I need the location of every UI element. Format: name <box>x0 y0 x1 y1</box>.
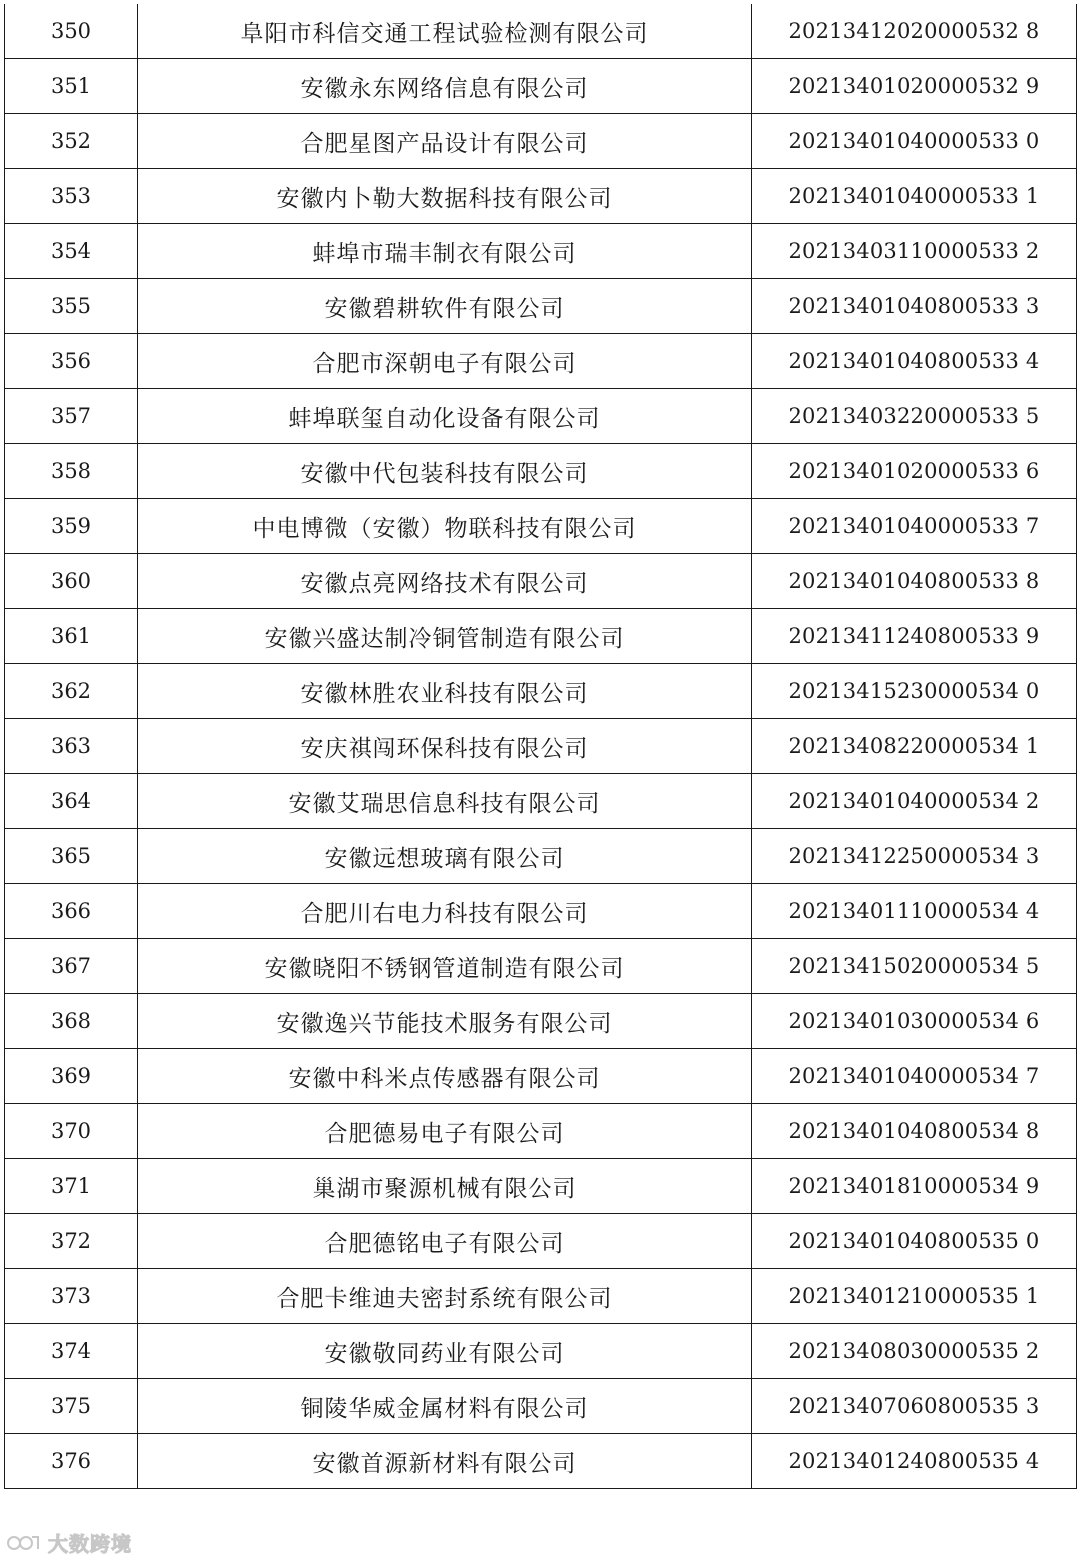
registration-code-cell: 20213412250000534 3 <box>752 829 1077 884</box>
table-row <box>5 1214 1077 1269</box>
seq-cell: 369 <box>5 1049 138 1104</box>
table-row <box>5 279 1077 334</box>
table-row <box>5 1434 1077 1489</box>
seq-cell: 370 <box>5 1104 138 1159</box>
company-name-cell: 蚌埠市瑞丰制衣有限公司 <box>138 224 752 279</box>
seq-cell: 358 <box>5 444 138 499</box>
watermark-text: 大数跨境 <box>48 1532 132 1556</box>
table-row <box>5 4 1077 59</box>
registration-code-cell: 20213401240800535 4 <box>752 1434 1077 1489</box>
registration-code-cell: 20213401020000532 9 <box>752 59 1077 114</box>
table-row <box>5 719 1077 774</box>
registration-code-cell: 20213401040000534 2 <box>752 774 1077 829</box>
table-row <box>5 59 1077 114</box>
seq-cell: 352 <box>5 114 138 169</box>
company-name-cell: 合肥星图产品设计有限公司 <box>138 114 752 169</box>
registration-code-cell: 20213401040000533 0 <box>752 114 1077 169</box>
company-name-cell: 合肥市深朝电子有限公司 <box>138 334 752 389</box>
registration-code-cell: 20213401110000534 4 <box>752 884 1077 939</box>
seq-cell: 350 <box>5 4 138 59</box>
registration-code-cell: 20213401040000533 7 <box>752 499 1077 554</box>
company-name-cell: 安徽内卜勒大数据科技有限公司 <box>138 169 752 224</box>
table-row <box>5 389 1077 444</box>
table-row <box>5 774 1077 829</box>
company-name-cell: 安徽晓阳不锈钢管道制造有限公司 <box>138 939 752 994</box>
seq-cell: 362 <box>5 664 138 719</box>
registration-code-cell: 20213415020000534 5 <box>752 939 1077 994</box>
registration-code-cell: 20213411240800533 9 <box>752 609 1077 664</box>
company-name-cell: 蚌埠联玺自动化设备有限公司 <box>138 389 752 444</box>
table-row <box>5 1104 1077 1159</box>
table-row <box>5 939 1077 994</box>
seq-cell: 365 <box>5 829 138 884</box>
registration-code-cell: 20213401030000534 6 <box>752 994 1077 1049</box>
seq-cell: 360 <box>5 554 138 609</box>
seq-cell: 368 <box>5 994 138 1049</box>
company-name-cell: 安徽碧耕软件有限公司 <box>138 279 752 334</box>
table-row <box>5 609 1077 664</box>
company-name-cell: 安徽逸兴节能技术服务有限公司 <box>138 994 752 1049</box>
seq-cell: 372 <box>5 1214 138 1269</box>
registration-code-cell: 20213401210000535 1 <box>752 1269 1077 1324</box>
watermark-logo-icon <box>6 1531 40 1555</box>
registration-code-cell: 20213403220000533 5 <box>752 389 1077 444</box>
seq-cell: 376 <box>5 1434 138 1489</box>
watermark <box>6 1528 132 1557</box>
table-row <box>5 1324 1077 1379</box>
seq-cell: 353 <box>5 169 138 224</box>
table-row <box>5 334 1077 389</box>
seq-cell: 375 <box>5 1379 138 1434</box>
seq-cell: 351 <box>5 59 138 114</box>
registration-code-cell: 20213408220000534 1 <box>752 719 1077 774</box>
seq-cell: 366 <box>5 884 138 939</box>
company-name-cell: 安徽兴盛达制冷铜管制造有限公司 <box>138 609 752 664</box>
company-name-cell: 安徽点亮网络技术有限公司 <box>138 554 752 609</box>
table-row <box>5 884 1077 939</box>
seq-cell: 354 <box>5 224 138 279</box>
table-row <box>5 554 1077 609</box>
table-row <box>5 1049 1077 1104</box>
table-row <box>5 444 1077 499</box>
company-name-cell: 阜阳市科信交通工程试验检测有限公司 <box>138 4 752 59</box>
table-row <box>5 829 1077 884</box>
seq-cell: 367 <box>5 939 138 994</box>
company-name-cell: 安徽首源新材料有限公司 <box>138 1434 752 1489</box>
registration-code-cell: 20213401810000534 9 <box>752 1159 1077 1214</box>
company-name-cell: 安徽永东网络信息有限公司 <box>138 59 752 114</box>
company-name-cell: 安徽中代包装科技有限公司 <box>138 444 752 499</box>
company-name-cell: 安庆祺闯环保科技有限公司 <box>138 719 752 774</box>
company-name-cell: 巢湖市聚源机械有限公司 <box>138 1159 752 1214</box>
table-body <box>5 4 1077 1489</box>
seq-cell: 357 <box>5 389 138 444</box>
table-row <box>5 1379 1077 1434</box>
company-name-cell: 合肥卡维迪夫密封系统有限公司 <box>138 1269 752 1324</box>
seq-cell: 371 <box>5 1159 138 1214</box>
company-name-cell: 合肥德易电子有限公司 <box>138 1104 752 1159</box>
registration-code-cell: 20213408030000535 2 <box>752 1324 1077 1379</box>
registration-code-cell: 20213401040800535 0 <box>752 1214 1077 1269</box>
seq-cell: 373 <box>5 1269 138 1324</box>
table-row <box>5 169 1077 224</box>
company-name-cell: 中电博微（安徽）物联科技有限公司 <box>138 499 752 554</box>
company-name-cell: 铜陵华威金属材料有限公司 <box>138 1379 752 1434</box>
seq-cell: 356 <box>5 334 138 389</box>
company-name-cell: 合肥德铭电子有限公司 <box>138 1214 752 1269</box>
company-name-cell: 安徽艾瑞思信息科技有限公司 <box>138 774 752 829</box>
table-row <box>5 114 1077 169</box>
table-row <box>5 994 1077 1049</box>
registration-code-cell: 20213407060800535 3 <box>752 1379 1077 1434</box>
company-name-cell: 安徽林胜农业科技有限公司 <box>138 664 752 719</box>
registration-code-cell: 20213415230000534 0 <box>752 664 1077 719</box>
seq-cell: 361 <box>5 609 138 664</box>
seq-cell: 364 <box>5 774 138 829</box>
table-row <box>5 664 1077 719</box>
seq-cell: 355 <box>5 279 138 334</box>
registration-code-cell: 20213412020000532 8 <box>752 4 1077 59</box>
registration-code-cell: 20213401040000533 1 <box>752 169 1077 224</box>
registration-code-cell: 20213401040800534 8 <box>752 1104 1077 1159</box>
registration-code-cell: 20213401040800533 8 <box>752 554 1077 609</box>
registration-code-cell: 20213401040800533 4 <box>752 334 1077 389</box>
table-row <box>5 1269 1077 1324</box>
table-row <box>5 1159 1077 1214</box>
company-name-cell: 安徽远想玻璃有限公司 <box>138 829 752 884</box>
registration-code-cell: 20213401040000534 7 <box>752 1049 1077 1104</box>
seq-cell: 374 <box>5 1324 138 1379</box>
table-row <box>5 224 1077 279</box>
company-name-cell: 安徽中科米点传感器有限公司 <box>138 1049 752 1104</box>
seq-cell: 359 <box>5 499 138 554</box>
registration-code-cell: 20213403110000533 2 <box>752 224 1077 279</box>
table-row <box>5 499 1077 554</box>
registration-code-cell: 20213401020000533 6 <box>752 444 1077 499</box>
company-name-cell: 合肥川右电力科技有限公司 <box>138 884 752 939</box>
seq-cell: 363 <box>5 719 138 774</box>
company-name-cell: 安徽敬同药业有限公司 <box>138 1324 752 1379</box>
company-registry-table <box>4 4 1077 1489</box>
registration-code-cell: 20213401040800533 3 <box>752 279 1077 334</box>
